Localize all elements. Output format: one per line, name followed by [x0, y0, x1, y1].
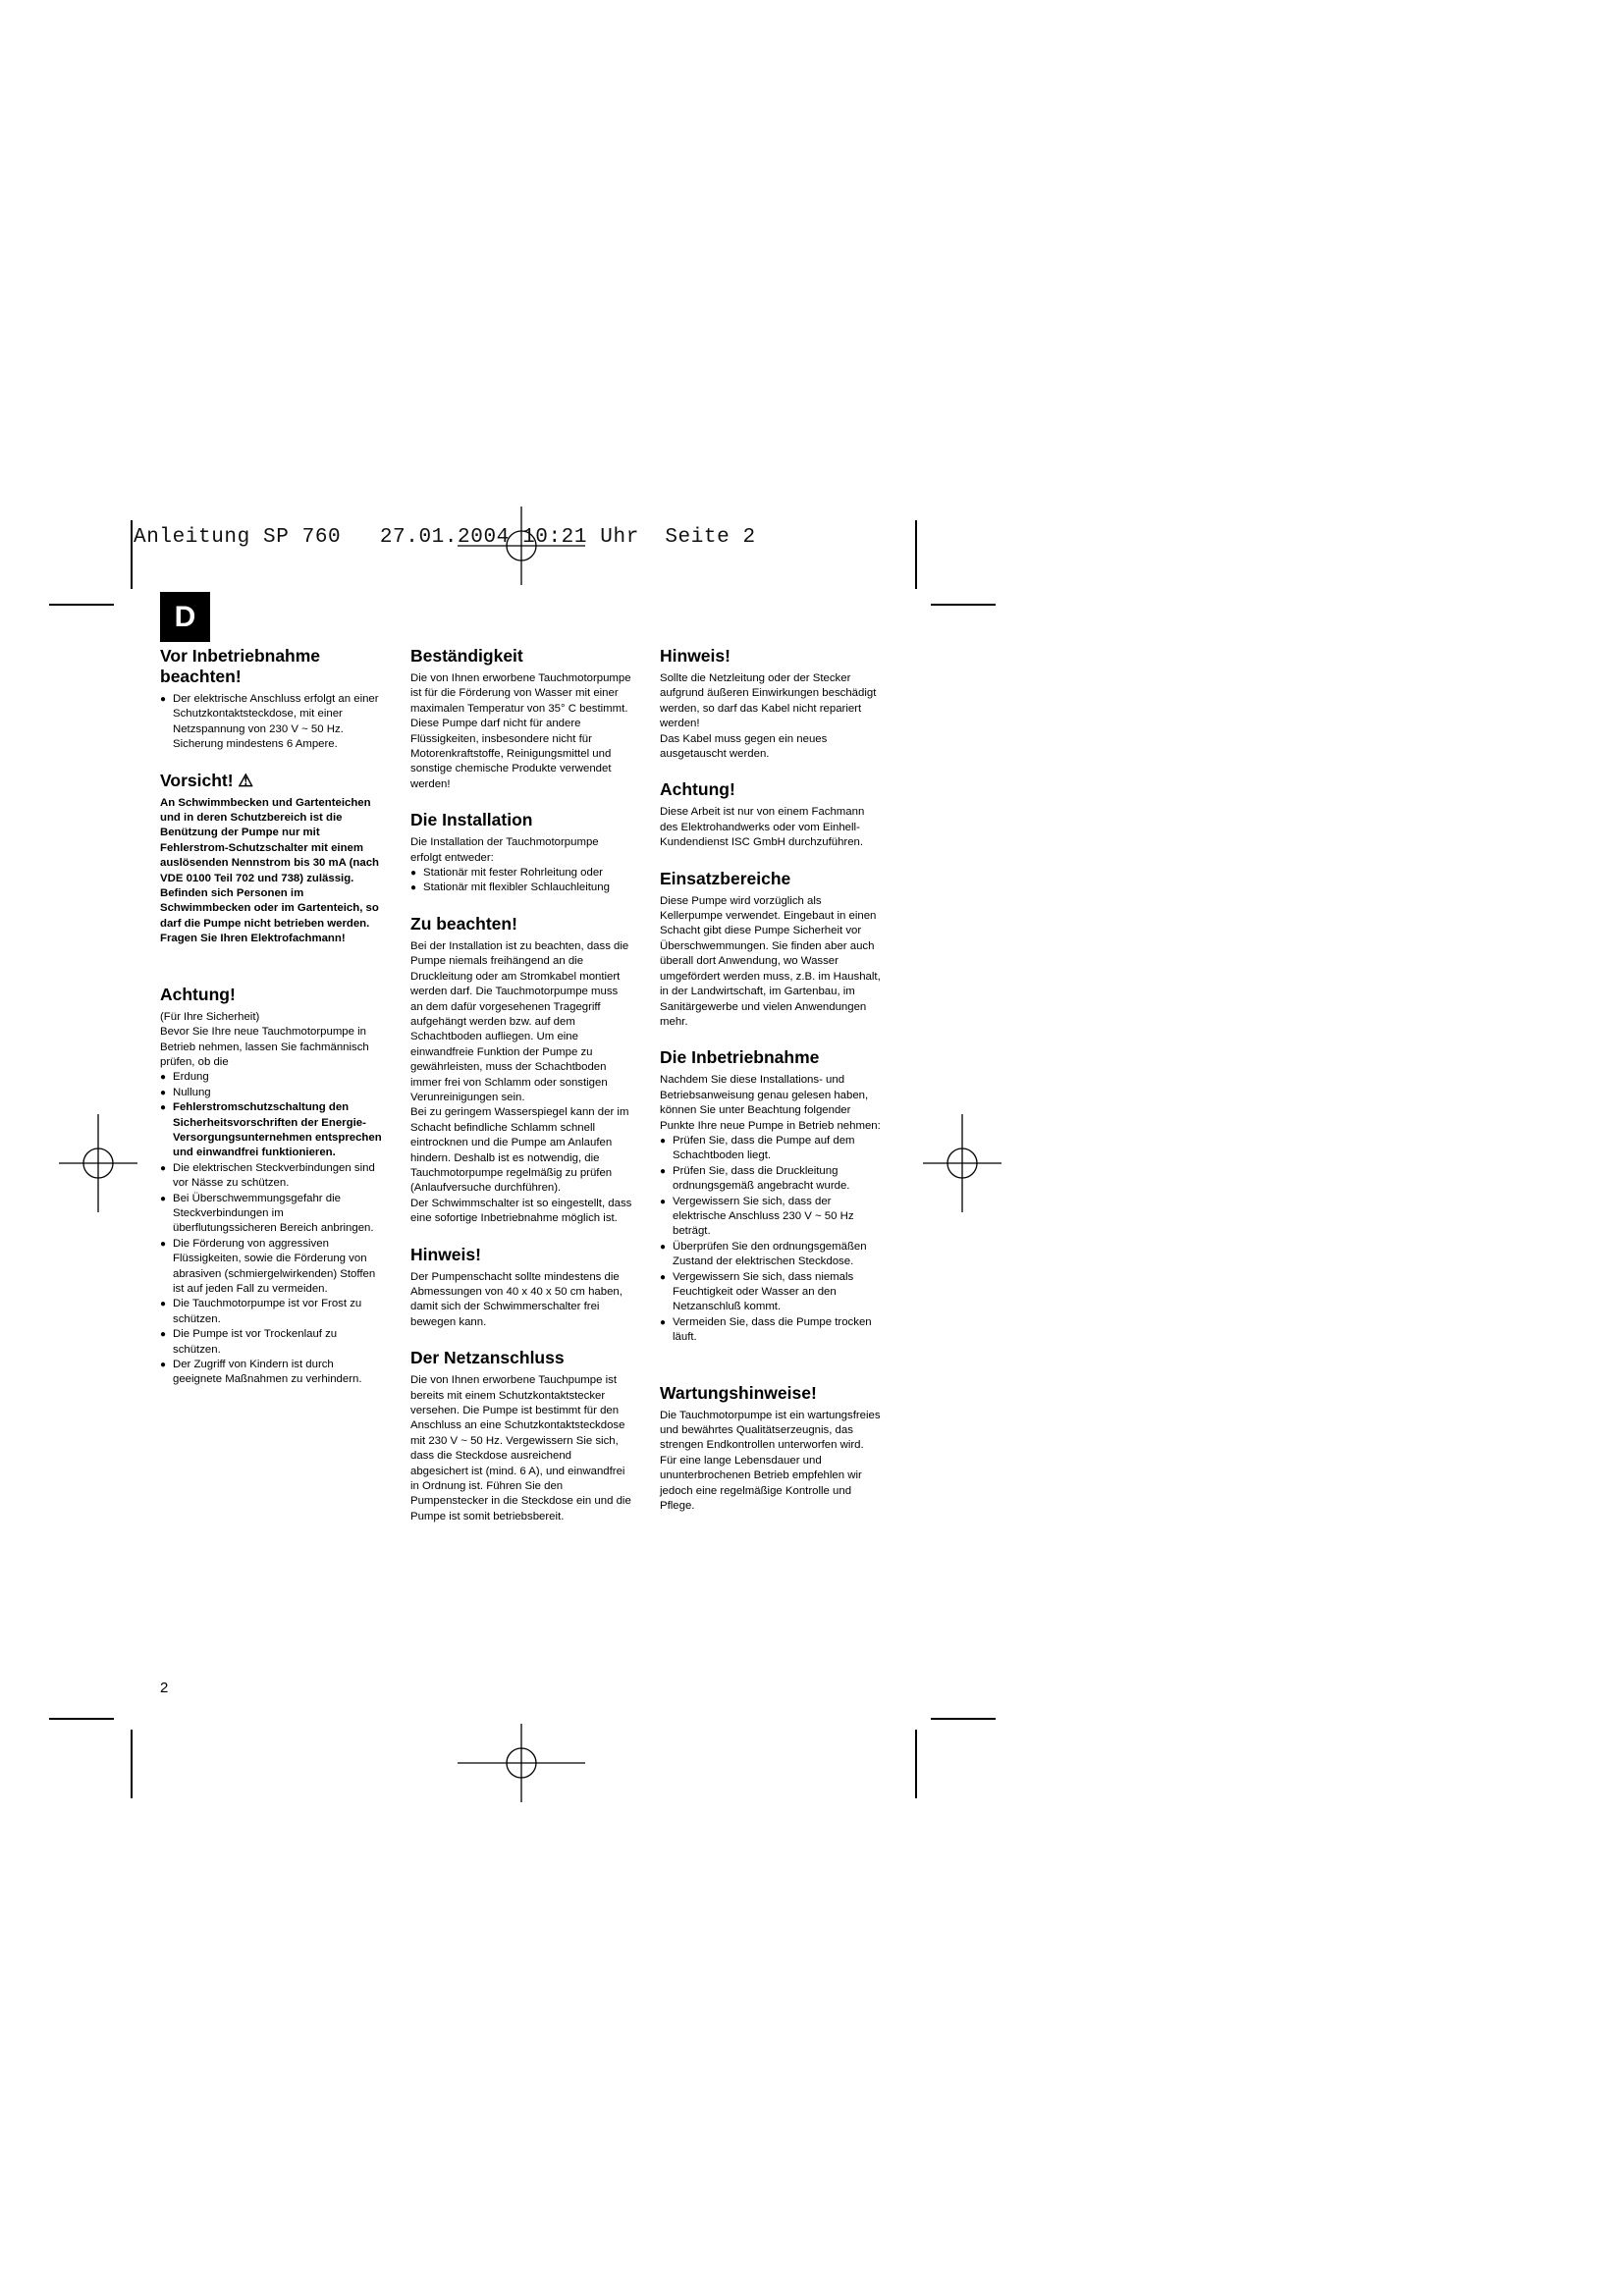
list-item: ● Nullung	[160, 1086, 382, 1100]
paragraph: Bei zu geringem Wasserspiegel kann der im Schacht befindliche Schlamm schnell eintrocknen und die Pumpe am Anlaufen hindern. Deshalb ist es notwendig, die Tauchmotorpumpe regelmäßig zu prüfen (Anlaufversuche durchführen).	[410, 1106, 629, 1195]
vorsicht-text: An Schwimmbecken und Gartenteichen und in deren Schutzbereich ist die Benützung der Pumpe nur mit Fehlerstrom-Schutzschalter mit einem auslösenden Nennstrom bis 30 mA (nach VDE 0100 Teil 702 und 738) zulässig.	[160, 796, 380, 884]
heading-installation: Die Installation	[410, 810, 533, 830]
list-item: ● Die Tauchmotorpumpe ist vor Frost zu schützen.	[160, 1297, 382, 1327]
column-1	[160, 646, 382, 1388]
vorsicht-text: Fragen Sie Ihren Elektrofachmann!	[160, 933, 346, 945]
column-3	[660, 646, 882, 1514]
crop-mark	[931, 1718, 996, 1720]
language-tab: D	[160, 592, 210, 642]
paragraph: Nachdem Sie diese Installations- und Betriebsanweisung genau gelesen haben, können Sie unter Beachtung folgender Punkte Ihre neue Pumpe in Betrieb nehmen:	[660, 1074, 881, 1132]
page-number: 2	[160, 1680, 169, 1696]
crop-mark	[131, 1730, 133, 1798]
heading-achtung: Achtung!	[160, 984, 236, 1004]
list-item: ● Die elektrischen Steckverbindungen sind vor Nässe zu schützen.	[160, 1161, 382, 1192]
heading-bestaendigkeit: Beständigkeit	[410, 646, 523, 666]
achtung-subtitle: (Für Ihre Sicherheit)	[160, 1010, 260, 1023]
list-item: ● Der elektrische Anschluss erfolgt an einer Schutzkontaktsteckdose, mit einer Netzspannung von 230 V ~ 50 Hz. Sicherung mindestens 6 Ampere.	[160, 692, 382, 753]
heading-inbetriebnahme: Die Inbetriebnahme	[660, 1047, 820, 1068]
registration-mark	[458, 1724, 585, 1802]
paragraph: Diese Arbeit ist nur von einem Fachmann des Elektrohandwerks oder vom Einhell-Kundendienst ISC GmbH durchzuführen.	[660, 806, 865, 849]
list-item: ● Stationär mit flexibler Schlauchleitung	[410, 881, 632, 895]
paragraph: Die von Ihnen erworbene Tauchmotorpumpe ist für die Förderung von Wasser mit einer maximalen Temperatur von 35° C bestimmt.	[410, 672, 631, 715]
slug-time: 10:21 Uhr	[522, 526, 639, 549]
registration-mark	[59, 1114, 137, 1212]
spacer	[660, 1346, 882, 1365]
list-item: ● Die Pumpe ist vor Trockenlauf zu schützen.	[160, 1327, 382, 1358]
paragraph: Bei der Installation ist zu beachten, dass die Pumpe niemals freihängend an die Druckleitung oder am Stromkabel montiert werden darf. Die Tauchmotorpumpe muss an dem dafür vorgesehenen Tragegriff aufgehängt werden bzw. auf dem Schachtboden aufliegen. Um eine einwandfreie Funktion der Pumpe zu gewährleisten, muss der Schachtboden immer frei von Schlamm oder sonstigen Verunreinigungen sein.	[410, 939, 629, 1103]
crop-mark	[49, 604, 114, 606]
registration-mark	[923, 1114, 1001, 1212]
crop-mark	[915, 520, 917, 589]
list-item: ● Die Förderung von aggressiven Flüssigkeiten, sowie die Förderung von abrasiven (schmiergelwirkenden) Stoffen ist auf jeden Fall zu vermeiden.	[160, 1237, 382, 1298]
slug-file: Anleitung SP 760	[134, 526, 342, 549]
paragraph: Für eine lange Lebensdauer und ununterbrochenen Betrieb empfehlen wir jedoch eine regelmäßige Kontrolle und Pflege.	[660, 1454, 862, 1513]
crop-mark	[915, 1730, 917, 1798]
slug-page: Seite 2	[665, 526, 756, 549]
list-item: ● Prüfen Sie, dass die Druckleitung ordnungsgemäß angebracht wurde.	[660, 1164, 882, 1195]
heading-wartungshinweise: Wartungshinweise!	[660, 1382, 817, 1403]
spacer	[160, 947, 382, 967]
paragraph: Das Kabel muss gegen ein neues ausgetauscht werden.	[660, 732, 828, 761]
slug-date: 27.01.2004	[379, 526, 510, 549]
paragraph: Diese Pumpe wird vorzüglich als Kellerpumpe verwendet. Eingebaut in einen Schacht gibt diese Pumpe Sicherheit vor Überschwemmungen. Sie finden aber auch überall dort Anwendung, wo Wasser umgefördert werden muss, z.B. im Haushalt, in der Landwirtschaft, im Gartenbau, im Sanitärgewerbe und vielen Anwendungen mehr.	[660, 894, 881, 1028]
paragraph: Die Tauchmotorpumpe ist ein wartungsfreies und bewährtes Qualitätserzeugnis, das strengen Endkontrollen unterworfen wird.	[660, 1409, 881, 1452]
heading-zu-beachten: Zu beachten!	[410, 913, 517, 934]
list-item: ● Erdung	[160, 1070, 382, 1085]
paragraph: Sollte die Netzleitung oder der Stecker aufgrund äußeren Einwirkungen beschädigt werden, so darf das Kabel nicht repariert werden!	[660, 672, 877, 730]
list-item: ● Prüfen Sie, dass die Pumpe auf dem Schachtboden liegt.	[660, 1134, 882, 1164]
list-item: ● Bei Überschwemmungsgefahr die Steckverbindungen im überflutungssicheren Bereich anbringen.	[160, 1192, 382, 1237]
paragraph: Die von Ihnen erworbene Tauchpumpe ist bereits mit einem Schutzkontaktstecker versehen. Die Pumpe ist bestimmt für den Anschluss an eine Schutzkontaktsteckdose mit 230 V ~ 50 Hz. Vergewissern Sie sich, dass die Steckdose ausreichend abgesichert ist (mind. 6 A), und einwandfrei in Ordnung ist. Führen Sie den Pumpenstecker in die Steckdose ein und die Pumpe ist somit betriebsbereit.	[410, 1374, 631, 1522]
list-item: ● Vergewissern Sie sich, dass der elektrische Anschluss 230 V ~ 50 Hz beträgt.	[660, 1195, 882, 1240]
list-item: ● Überprüfen Sie den ordnungsgemäßen Zustand der elektrischen Steckdose.	[660, 1240, 882, 1270]
list-item: ● Vermeiden Sie, dass die Pumpe trocken läuft.	[660, 1315, 882, 1346]
heading-achtung: Achtung!	[660, 779, 735, 800]
list-item: ● Stationär mit fester Rohrleitung oder	[410, 866, 632, 881]
achtung-intro: Bevor Sie Ihre neue Tauchmotorpumpe in Betrieb nehmen, lassen Sie fachmännisch prüfen, ob die	[160, 1026, 369, 1068]
crop-mark	[131, 520, 133, 589]
list-item: ● Vergewissern Sie sich, dass niemals Feuchtigkeit oder Wasser an den Netzanschluß kommt.	[660, 1270, 882, 1315]
paragraph: Der Schwimmschalter ist so eingestellt, dass eine sofortige Inbetriebnahme möglich ist.	[410, 1197, 632, 1225]
paragraph: Der Pumpenschacht sollte mindestens die Abmessungen von 40 x 40 x 50 cm haben, damit sich der Schwimmerschalter frei bewegen kann.	[410, 1270, 623, 1328]
heading-hinweis: Hinweis!	[660, 646, 731, 666]
crop-mark	[931, 604, 996, 606]
heading-vorsicht: Vorsicht! ⚠	[160, 770, 254, 790]
print-slug	[134, 526, 756, 549]
list-item: ● Der Zugriff von Kindern ist durch geeignete Maßnahmen zu verhindern.	[160, 1358, 382, 1388]
list-item: ● Fehlerstromschutzschaltung den Sicherheitsvorschriften der Energie-Versorgungsunternehmen entsprechen und einwandfrei funktionieren.	[160, 1100, 382, 1161]
paragraph: Diese Pumpe darf nicht für andere Flüssigkeiten, insbesondere nicht für Motorenkraftstoffe, Reinigungsmittel und sonstige chemische Produkte verwendet werden!	[410, 718, 612, 790]
crop-mark	[49, 1718, 114, 1720]
paragraph: Die Installation der Tauchmotorpumpe erfolgt entweder:	[410, 836, 599, 864]
vorsicht-text: Befinden sich Personen im Schwimmbecken oder im Gartenteich, so darf die Pumpe nicht betrieben werden.	[160, 887, 379, 930]
heading-hinweis: Hinweis!	[410, 1244, 481, 1264]
heading-netzanschluss: Der Netzanschluss	[410, 1348, 565, 1368]
column-2	[410, 646, 632, 1524]
heading-vor-inbetriebnahme: Vor Inbetriebnahme beachten!	[160, 646, 321, 686]
heading-einsatzbereiche: Einsatzbereiche	[660, 868, 791, 888]
